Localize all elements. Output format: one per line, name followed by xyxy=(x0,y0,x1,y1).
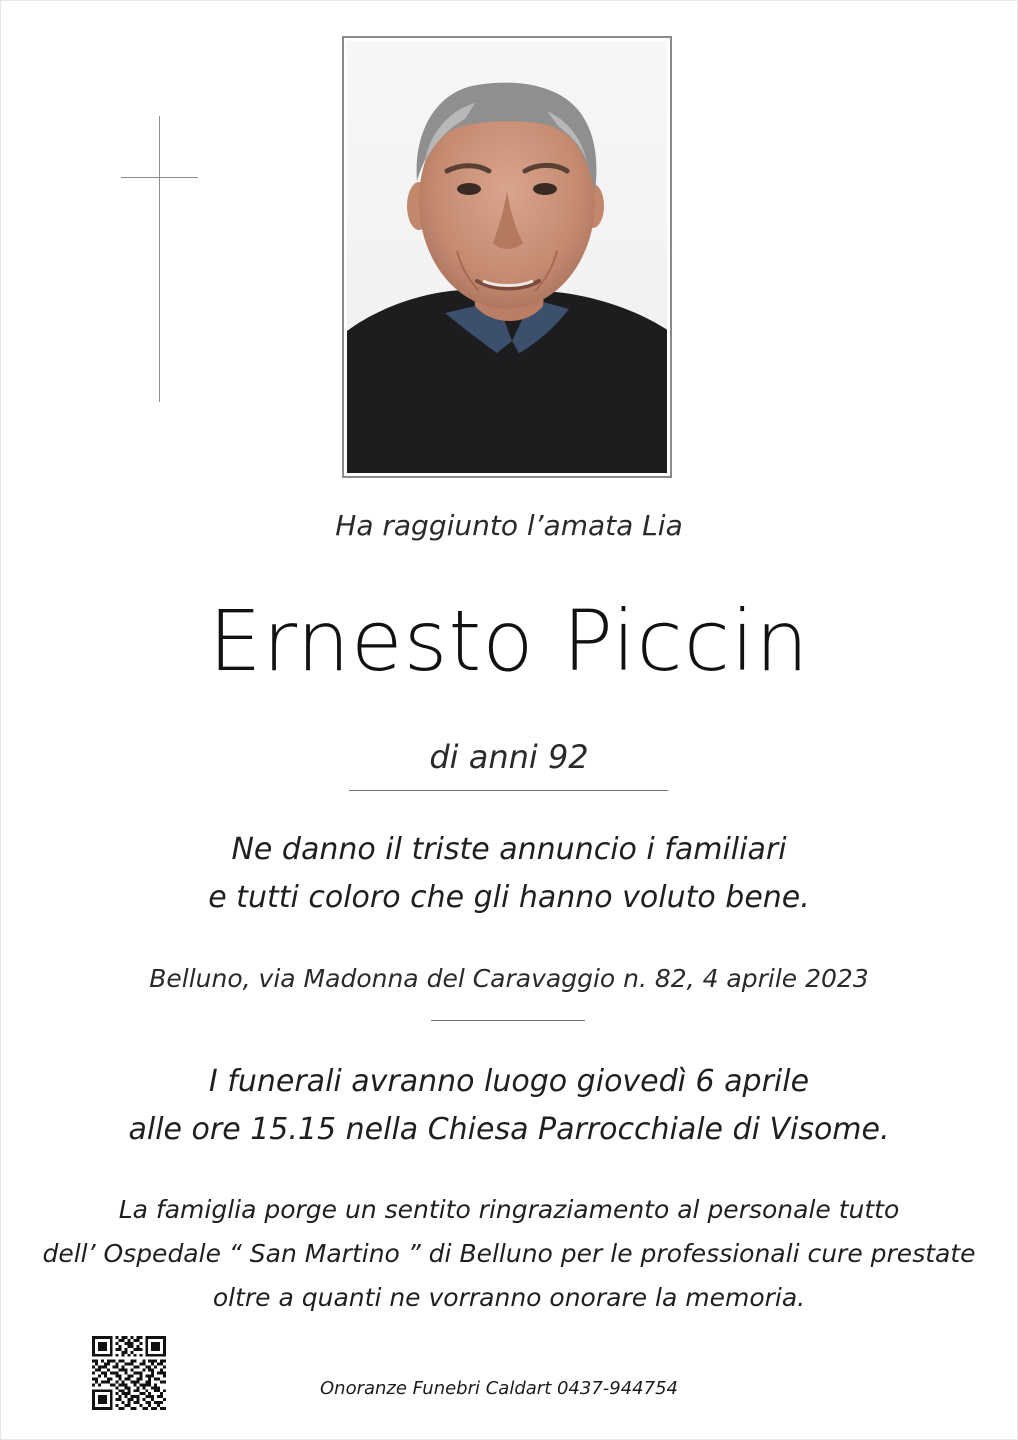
thanks-line: oltre a quanti ne vorranno onorare la memoria. xyxy=(212,1283,806,1312)
thanks-line: dell’ Ospedale “ San Martino ” di Belluno per le professionali cure prestate xyxy=(42,1239,976,1268)
intro-line: Ha raggiunto l’amata Lia xyxy=(335,509,683,542)
announcement-line: e tutti coloro che gli hanno voluto bene. xyxy=(208,880,810,915)
address-date-line: Belluno, via Madonna del Caravaggio n. 82, 4 aprile 2023 xyxy=(149,964,869,993)
portrait-photo xyxy=(347,41,667,473)
funeral-line: I funerali avranno luogo giovedì 6 aprile xyxy=(208,1064,810,1099)
portrait-frame xyxy=(342,36,672,478)
cross-horizontal-bar xyxy=(121,177,198,178)
deceased-name: Ernesto Piccin xyxy=(208,592,810,690)
age-line: di anni 92 xyxy=(429,738,589,776)
announcement-line: Ne danno il triste annuncio i familiari xyxy=(231,832,787,867)
divider-rule xyxy=(349,790,668,791)
thanks-line: La famiglia porge un sentito ringraziamento al personale tutto xyxy=(118,1195,900,1224)
funeral-line: alle ore 15.15 nella Chiesa Parrocchiale di Visome. xyxy=(128,1112,890,1147)
funeral-home-footer: Onoranze Funebri Caldart 0437-944754 xyxy=(320,1378,678,1399)
announcement-block xyxy=(0,826,1018,922)
thanks-block xyxy=(0,1188,1018,1320)
qr-code-icon[interactable] xyxy=(92,1336,166,1410)
cross-vertical-bar xyxy=(159,116,160,402)
funeral-block xyxy=(0,1058,1018,1154)
divider-rule xyxy=(431,1020,585,1021)
